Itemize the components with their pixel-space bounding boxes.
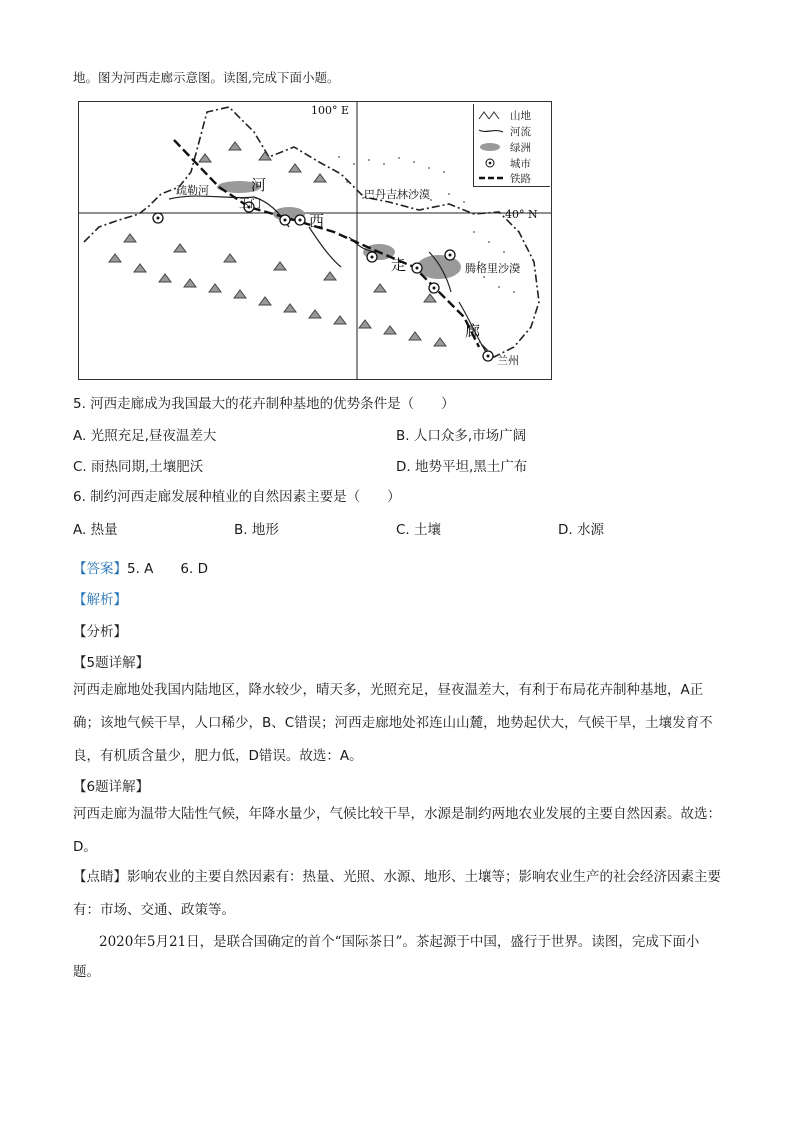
hexi-corridor-map (78, 101, 552, 380)
tengger-label: 腾格里沙漠 (465, 262, 520, 275)
detail-6-text: 河西走廊为温带大陆性气候，年降水量少，气候比较干旱，水源是制约两地农业发展的主要自然因素。故选：D。 (73, 806, 721, 855)
detail-5-text: 河西走廊地处我国内陆地区，降水较少，晴天多，光照充足，昼夜温差大，有利于布局花卉制种基地，A正确；该地气候干旱，人口稀少，B、C错误；河西走廊地处祁连山山麓，地势起伏大，气候干旱，土壤发育不良，有机质含量少，肥力低，D错误。故选：A。 (73, 682, 713, 764)
oasis-icon (478, 142, 504, 152)
xi-char-label: 西 (309, 212, 325, 230)
q6-option-d: D. 水源 (558, 522, 604, 538)
tip-tag: 【点睛】 (73, 869, 127, 885)
lang-char-label: 廊 (465, 322, 481, 340)
q6-option-c: C. 土壤 (396, 522, 442, 538)
q5-option-a: A. 光照充足,昼夜温差大 (73, 428, 217, 444)
mountain-symbols (109, 142, 446, 346)
city-icon (478, 158, 504, 168)
he-char-label: 河 (251, 176, 267, 194)
tip-text: 影响农业的主要自然因素有：热量、光照、水源、地形、土壤等；影响农业生产的社会经济因素主要有：市场、交通、政策等。 (73, 869, 721, 918)
longitude-label: 100° E (311, 104, 350, 117)
analysis-tag: 【解析】 (73, 592, 127, 608)
detail-6-tag: 【6题详解】 (73, 779, 150, 795)
yumen-label: 玉门 (239, 197, 261, 210)
next-intro: 2020年5月21日，是联合国确定的首个“国际茶日”。茶起源于中国，盛行于世界。读图，完成下面小题。 (73, 934, 700, 980)
latitude-label: 40° N (505, 208, 538, 221)
detail-5-tag: 【5题详解】 (73, 655, 150, 671)
fenxi-tag: 【分析】 (73, 624, 127, 640)
map-legend: 山地 河流 绿洲 城市 铁路 (473, 104, 550, 187)
question-6-stem: 6. 制约河西走廊发展种植业的自然因素主要是（ ） (73, 489, 401, 505)
q5-option-d: D. 地势平坦,黑土广布 (396, 459, 528, 475)
mountain-icon (478, 110, 504, 120)
railway-line (174, 140, 479, 347)
shule-river-label: 疏勒河 (176, 184, 209, 197)
answer-tag: 【答案】 (73, 561, 127, 577)
q6-option-b: B. 地形 (234, 522, 279, 538)
q5-option-b: B. 人口众多,市场广阔 (396, 428, 527, 444)
lanzhou-label: 兰州 (497, 354, 519, 367)
badain-jaran-label: 巴丹吉林沙漠 (364, 188, 430, 201)
question-5-stem: 5. 河西走廊成为我国最大的花卉制种基地的优势条件是（ ） (73, 396, 455, 412)
tip-block (73, 861, 721, 927)
answer-text: 5. A 6. D (127, 561, 208, 577)
zou-char-label: 走 (391, 256, 407, 274)
railway-icon (478, 173, 504, 183)
answer-line (73, 557, 208, 577)
q6-option-a: A. 热量 (73, 522, 118, 538)
intro-line: 地。图为河西走廊示意图。读图,完成下面小题。 (73, 70, 340, 85)
q5-option-c: C. 雨热同期,土壤肥沃 (73, 459, 204, 475)
river-icon (478, 126, 504, 136)
